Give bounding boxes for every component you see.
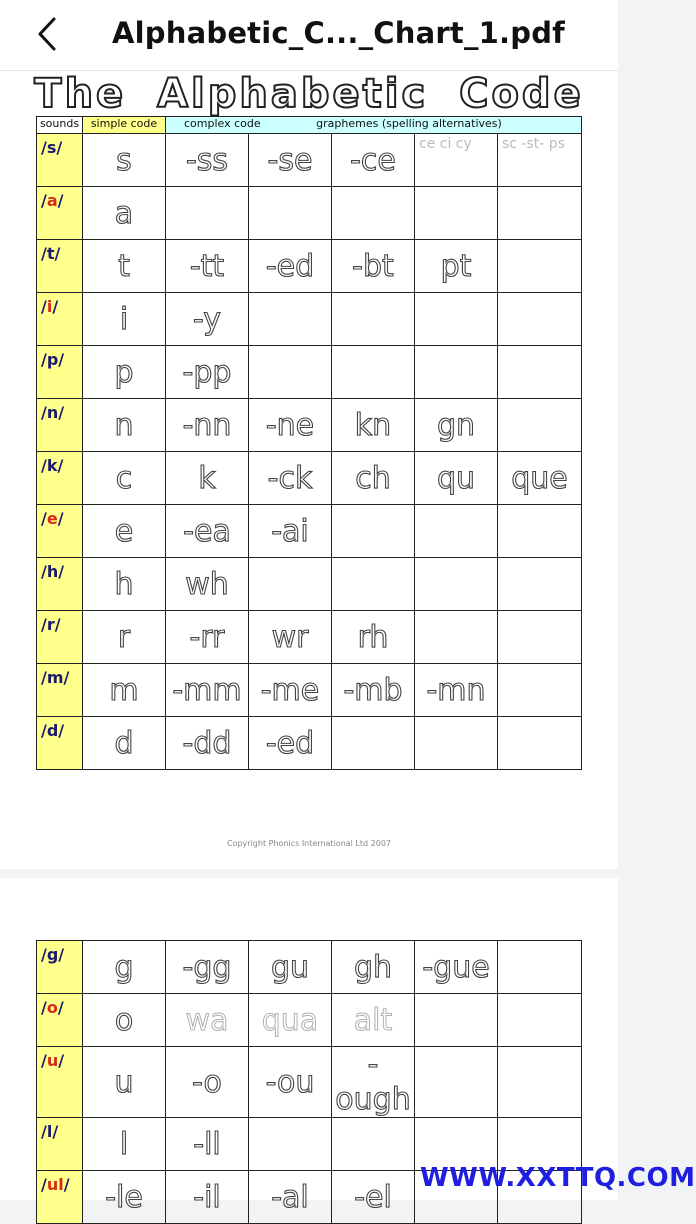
grapheme-cell: -nn: [166, 399, 249, 452]
grapheme-cell: -rr: [166, 611, 249, 664]
grapheme-cell: [498, 187, 582, 240]
grapheme-cell: [249, 1118, 332, 1171]
simple-code-cell: s: [83, 134, 166, 187]
grapheme-cell: -me: [249, 664, 332, 717]
table-row: [37, 399, 582, 452]
table-row: [37, 452, 582, 505]
grapheme-cell: gh: [332, 941, 415, 994]
simple-code-cell: a: [83, 187, 166, 240]
simple-code-cell: n: [83, 399, 166, 452]
simple-code-cell: r: [83, 611, 166, 664]
sound-label: d: [46, 721, 59, 740]
grapheme-cell: qua: [249, 994, 332, 1047]
sound-label: s: [46, 138, 57, 157]
sound-label: l: [46, 1122, 53, 1141]
sound-label: i: [46, 297, 53, 316]
grapheme-cell: [498, 664, 582, 717]
grapheme-cell: alt: [332, 994, 415, 1047]
grapheme-cell: [498, 941, 582, 994]
sound-cell: /ul/: [37, 1171, 83, 1224]
grapheme-cell: k: [166, 452, 249, 505]
sound-label: n: [46, 403, 59, 422]
sound-label: t: [46, 244, 55, 263]
grapheme-cell: -ll: [166, 1118, 249, 1171]
grapheme-cell: -y: [166, 293, 249, 346]
grapheme-cell: -ss: [166, 134, 249, 187]
grapheme-cell: [249, 558, 332, 611]
sound-cell: /r/: [37, 611, 83, 664]
grapheme-cell: [498, 240, 582, 293]
grapheme-cell: [415, 505, 498, 558]
sound-cell: /s/: [37, 134, 83, 187]
grapheme-cell: -al: [249, 1171, 332, 1224]
sound-cell: /n/: [37, 399, 83, 452]
grapheme-cell: pt: [415, 240, 498, 293]
grapheme-cell: rh: [332, 611, 415, 664]
grapheme-cell: -mb: [332, 664, 415, 717]
simple-code-cell: i: [83, 293, 166, 346]
table-row: [37, 346, 582, 399]
grapheme-cell: -o: [166, 1047, 249, 1118]
grapheme-cell: -el: [332, 1171, 415, 1224]
sound-label: u: [46, 1051, 59, 1070]
simple-code-cell: e: [83, 505, 166, 558]
grapheme-cell: [249, 187, 332, 240]
grapheme-cell: [498, 558, 582, 611]
table-row: [37, 1047, 582, 1118]
grapheme-cell: [498, 293, 582, 346]
table-row: [37, 187, 582, 240]
grapheme-cell: [498, 399, 582, 452]
sound-label: e: [46, 509, 58, 528]
grapheme-cell: wr: [249, 611, 332, 664]
grapheme-cell: [332, 187, 415, 240]
sound-cell: /a/: [37, 187, 83, 240]
grapheme-cell: -pp: [166, 346, 249, 399]
grapheme-cell: [415, 1047, 498, 1118]
grapheme-cell: [415, 346, 498, 399]
sound-label: r: [46, 615, 55, 634]
grapheme-cell: kn: [332, 399, 415, 452]
table-row: [37, 994, 582, 1047]
chart-heading: The Alphabetic Code: [34, 71, 584, 117]
sound-label: m: [46, 668, 64, 687]
simple-code-cell: p: [83, 346, 166, 399]
table-row: [37, 505, 582, 558]
table-row: [37, 293, 582, 346]
grapheme-cell: -dd: [166, 717, 249, 770]
grapheme-cell: [498, 994, 582, 1047]
grapheme-cell: sc -st- ps: [498, 134, 582, 187]
sound-label: p: [46, 350, 59, 369]
simple-code-cell: g: [83, 941, 166, 994]
simple-code-cell: u: [83, 1047, 166, 1118]
sound-cell: /p/: [37, 346, 83, 399]
table-row: [37, 558, 582, 611]
grapheme-cell: [332, 346, 415, 399]
grapheme-cell: [415, 611, 498, 664]
grapheme-cell: -ed: [249, 240, 332, 293]
grapheme-cell: -ea: [166, 505, 249, 558]
grapheme-cell: [415, 994, 498, 1047]
chevron-left-icon: [37, 17, 57, 51]
grapheme-cell: -bt: [332, 240, 415, 293]
grapheme-cell: [332, 505, 415, 558]
grapheme-cell: [498, 717, 582, 770]
sound-label: g: [46, 945, 59, 964]
sound-label: ul: [46, 1175, 64, 1194]
grapheme-cell: -ne: [249, 399, 332, 452]
sound-cell: /u/: [37, 1047, 83, 1118]
pdf-page-1: [0, 71, 618, 869]
header-complex-code: [166, 117, 582, 134]
grapheme-cell: wh: [166, 558, 249, 611]
grapheme-cell: -ai: [249, 505, 332, 558]
grapheme-cell: -mm: [166, 664, 249, 717]
grapheme-cell: [415, 558, 498, 611]
sound-cell: /l/: [37, 1118, 83, 1171]
watermark: WWW.XXTTQ.COM: [420, 1163, 696, 1193]
sound-cell: /t/: [37, 240, 83, 293]
sound-cell: /g/: [37, 941, 83, 994]
grapheme-cell: wa: [166, 994, 249, 1047]
grapheme-cell: gu: [249, 941, 332, 994]
grapheme-cell: qu: [415, 452, 498, 505]
grapheme-cell: [498, 1047, 582, 1118]
sound-label: k: [46, 456, 58, 475]
grapheme-cell: [332, 293, 415, 346]
back-button[interactable]: [30, 14, 64, 54]
grapheme-cell: gn: [415, 399, 498, 452]
grapheme-cell: -ough: [332, 1047, 415, 1118]
table-row: [37, 941, 582, 994]
header-simple-code: simple code: [83, 117, 166, 134]
simple-code-cell: l: [83, 1118, 166, 1171]
grapheme-cell: ch: [332, 452, 415, 505]
simple-code-cell: m: [83, 664, 166, 717]
simple-code-cell: -le: [83, 1171, 166, 1224]
table-row: [37, 717, 582, 770]
grapheme-cell: -gue: [415, 941, 498, 994]
simple-code-cell: o: [83, 994, 166, 1047]
pdf-page-2: [0, 878, 618, 1215]
sound-label: h: [46, 562, 59, 581]
grapheme-cell: [415, 293, 498, 346]
grapheme-cell: ce ci cy: [415, 134, 498, 187]
grapheme-cell: [249, 346, 332, 399]
header-complex-label: complex code: [184, 117, 261, 130]
table-row: [37, 134, 582, 187]
grapheme-cell: -ou: [249, 1047, 332, 1118]
table-row: [37, 664, 582, 717]
header-graphemes-label: graphemes (spelling alternatives): [316, 117, 502, 130]
grapheme-cell: [415, 187, 498, 240]
alphabetic-code-table: [36, 116, 582, 770]
grapheme-cell: [498, 346, 582, 399]
grapheme-cell: [498, 505, 582, 558]
grapheme-cell: [166, 187, 249, 240]
table-row: [37, 240, 582, 293]
grapheme-cell: -se: [249, 134, 332, 187]
grapheme-cell: [332, 717, 415, 770]
sound-cell: /k/: [37, 452, 83, 505]
table-header-row: [37, 117, 582, 134]
grapheme-cell: [415, 717, 498, 770]
sound-label: a: [46, 191, 58, 210]
grapheme-cell: -gg: [166, 941, 249, 994]
sound-label: o: [46, 998, 58, 1017]
grapheme-cell: que: [498, 452, 582, 505]
table-row: [37, 611, 582, 664]
simple-code-cell: c: [83, 452, 166, 505]
grapheme-cell: -ce: [332, 134, 415, 187]
grapheme-cell: [332, 1118, 415, 1171]
grapheme-cell: [498, 611, 582, 664]
sound-cell: /d/: [37, 717, 83, 770]
grapheme-cell: -ck: [249, 452, 332, 505]
grapheme-cell: [332, 558, 415, 611]
grapheme-cell: -ed: [249, 717, 332, 770]
copyright-notice: Copyright Phonics International Ltd 2007: [227, 839, 391, 848]
sound-cell: /i/: [37, 293, 83, 346]
header-sounds: sounds: [37, 117, 83, 134]
simple-code-cell: h: [83, 558, 166, 611]
grapheme-cell: [249, 293, 332, 346]
sound-cell: /e/: [37, 505, 83, 558]
grapheme-cell: -il: [166, 1171, 249, 1224]
grapheme-cell: -tt: [166, 240, 249, 293]
sound-cell: /m/: [37, 664, 83, 717]
document-title: Alphabetic_C..._Chart_1.pdf: [112, 16, 566, 50]
sound-cell: /o/: [37, 994, 83, 1047]
sound-cell: /h/: [37, 558, 83, 611]
simple-code-cell: t: [83, 240, 166, 293]
simple-code-cell: d: [83, 717, 166, 770]
top-bar: [0, 0, 618, 71]
grapheme-cell: -mn: [415, 664, 498, 717]
